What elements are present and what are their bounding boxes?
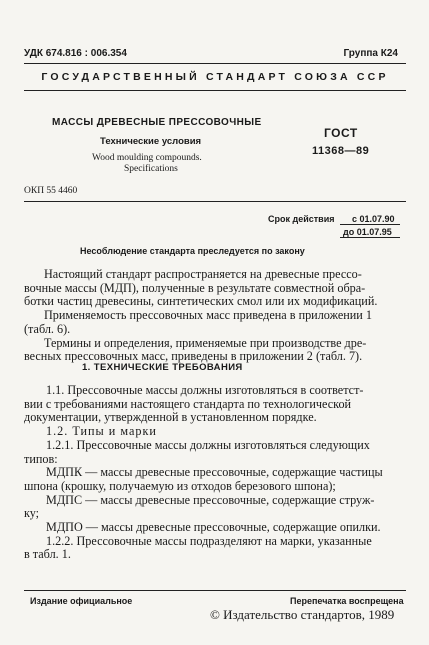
- reprint-prohibited-note: Перепечатка воспрещена: [290, 596, 404, 606]
- text-line: вии с требованиями настоящего стандарта по технологической: [24, 396, 352, 411]
- group-code: Группа К24: [343, 48, 398, 59]
- validity-label: Срок действия: [268, 214, 335, 224]
- text-line: шпона (крошку, получаемую из отходов березового шпона);: [24, 478, 336, 493]
- text-line: Применяемость прессовочных масс приведена в приложении 1: [44, 308, 372, 323]
- intro-paragraph: [24, 268, 400, 364]
- udk-code: УДК 674.816 : 006.354: [24, 48, 127, 59]
- validity-to-underline: [340, 237, 400, 238]
- gost-label: ГОСТ: [324, 126, 358, 140]
- standard-title: МАССЫ ДРЕВЕСНЫЕ ПРЕССОВОЧНЫЕ: [52, 117, 262, 128]
- text-line: МДПК — массы древесные прессовочные, содержащие частицы: [46, 465, 383, 480]
- text-line: Настоящий стандарт распространяется на древесные прессо-: [44, 267, 362, 281]
- text-line: документации, утвержденной в установленном порядке.: [24, 410, 317, 425]
- gost-number: 11368—89: [312, 145, 370, 157]
- official-edition-note: Издание официальное: [30, 596, 133, 606]
- text-line: весных прессовочных масс, приведены в приложении 2 (табл. 7).: [24, 349, 363, 364]
- text-line: в табл. 1.: [24, 547, 71, 562]
- text-line: (табл. 6).: [24, 321, 71, 336]
- text-line: 1.1. Прессовочные массы должны изготовляться в соответст-: [46, 383, 364, 397]
- validity-from: с 01.07.90: [352, 214, 395, 224]
- okp-code: ОКП 55 4460: [24, 186, 78, 196]
- text-line: ботки частиц древесины, синтетических смол или их модификаций.: [24, 294, 378, 309]
- text-line: 1.2.2. Прессовочные массы подразделяют на марки, указанные: [46, 533, 372, 548]
- state-standard-heading: ГОСУДАРСТВЕННЫЙ СТАНДАРТ СОЮЗА ССР: [41, 71, 389, 83]
- validity-to: до 01.07.95: [343, 227, 392, 237]
- footer-rule: [24, 590, 406, 591]
- text-line: ку;: [24, 506, 40, 521]
- section-body: [24, 384, 400, 562]
- header-rule-top: [24, 63, 406, 64]
- subsection-heading: 1.2. Типы и марки: [46, 424, 157, 439]
- header-rule-bottom: [24, 90, 406, 91]
- text-line: вочные массы (МДП), полученные в результате совместной обра-: [24, 280, 366, 295]
- english-title: Wood moulding compounds.: [92, 153, 202, 163]
- text-line: типов:: [24, 451, 58, 466]
- text-line: МДПС — массы древесные прессовочные, содержащие струж-: [46, 492, 375, 507]
- legal-warning: Несоблюдение стандарта преследуется по закону: [80, 246, 305, 256]
- validity-from-underline: [340, 224, 400, 225]
- okp-rule: [24, 201, 406, 202]
- copyright-line: © Издательство стандартов, 1989: [210, 607, 395, 622]
- standard-subtitle: Технические условия: [100, 136, 202, 147]
- text-line: 1.2.1. Прессовочные массы должны изготовляться следующих: [46, 437, 370, 452]
- text-line: Термины и определения, применяемые при производстве дре-: [44, 335, 367, 350]
- section-heading: 1. ТЕХНИЧЕСКИЕ ТРЕБОВАНИЯ: [82, 362, 243, 373]
- text-line: МДПО — массы древесные прессовочные, содержащие опилки.: [46, 520, 381, 535]
- english-subtitle: Specifications: [124, 164, 178, 174]
